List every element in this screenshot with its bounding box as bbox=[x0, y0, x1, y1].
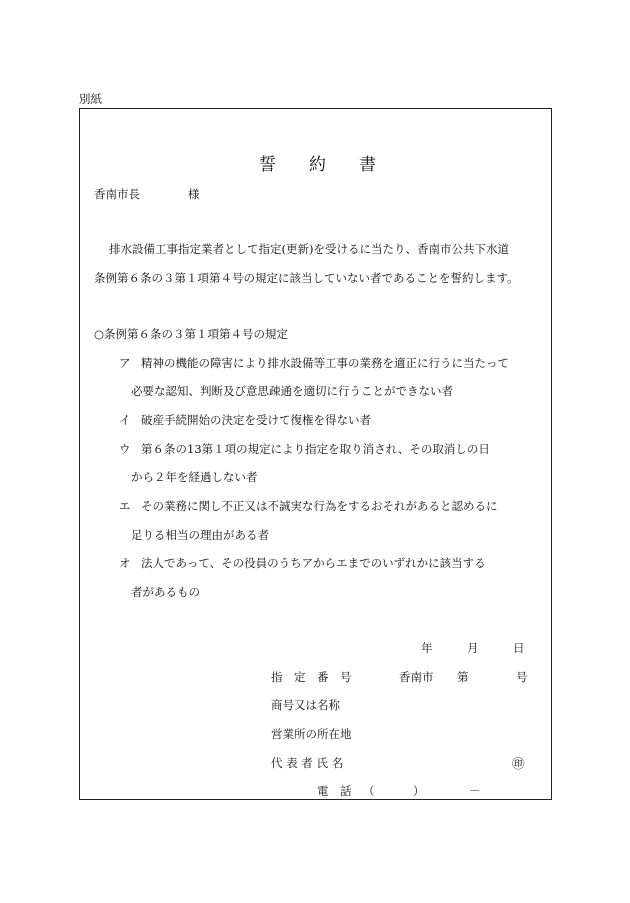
attachment-label: 別紙 bbox=[79, 92, 102, 106]
provision-text: 第６条の13第１項の規定により指定を取り消され、その取消しの日 bbox=[141, 442, 490, 456]
provision-marker: イ bbox=[119, 413, 131, 427]
provision-text: 法人であって、その役員のうちアからエまでのいずれかに該当する bbox=[141, 556, 486, 570]
pledge-line-2: 条例第６条の３第１項第４号の規定に該当していない者であることを誓約します。 bbox=[94, 271, 519, 285]
provision-text: 精神の機能の障害により排水設備等工事の業務を適正に行うに当たって bbox=[141, 356, 509, 370]
date-day-label: 日 bbox=[513, 641, 525, 655]
designation-dai: 第 bbox=[457, 670, 469, 684]
phone-paren-open: （ bbox=[363, 784, 375, 798]
designation-go: 号 bbox=[516, 670, 528, 684]
designation-number-label: 指 定 番 号 bbox=[271, 670, 352, 684]
provision-marker: ア bbox=[119, 356, 131, 370]
title-char-1: 誓 bbox=[259, 155, 276, 175]
title-char-3: 書 bbox=[359, 155, 376, 175]
provision-text: 足りる相当の理由がある者 bbox=[131, 528, 269, 542]
addressee-honorific: 様 bbox=[188, 187, 200, 201]
office-address-label: 営業所の所在地 bbox=[271, 727, 352, 741]
provision-text: 必要な認知、判断及び意思疎通を適切に行うことができない者 bbox=[131, 384, 453, 398]
phone-paren-close: ） bbox=[413, 784, 425, 798]
provision-text: 者があるもの bbox=[131, 585, 200, 599]
date-year-label: 年 bbox=[421, 641, 433, 655]
date-month-label: 月 bbox=[467, 641, 479, 655]
provision-marker: エ bbox=[119, 499, 131, 513]
provision-marker: オ bbox=[119, 556, 131, 570]
provision-marker: ウ bbox=[119, 442, 131, 456]
phone-dash: － bbox=[469, 784, 481, 798]
designation-city: 香南市 bbox=[399, 670, 434, 684]
document-title bbox=[259, 150, 376, 175]
company-name-label: 商号又は名称 bbox=[271, 698, 340, 712]
seal-mark: ㊞ bbox=[512, 756, 525, 771]
addressee-name: 香南市長 bbox=[94, 187, 140, 201]
title-char-2: 約 bbox=[309, 155, 326, 175]
representative-name-label: 代 表 者 氏 名 bbox=[271, 756, 344, 770]
phone-label: 電 話 bbox=[317, 784, 352, 798]
provision-text: から２年を経過しない者 bbox=[131, 470, 258, 484]
provisions-heading: ○条例第６条の３第１項第４号の規定 bbox=[94, 327, 289, 341]
provision-text: 破産手続開始の決定を受けて復権を得ない者 bbox=[141, 413, 371, 427]
pledge-line-1: 排水設備工事指定業者として指定(更新)を受けるに当たり、香南市公共下水道 bbox=[109, 242, 509, 256]
provision-text: その業務に関し不正又は不誠実な行為をするおそれがあると認めるに bbox=[141, 499, 498, 513]
